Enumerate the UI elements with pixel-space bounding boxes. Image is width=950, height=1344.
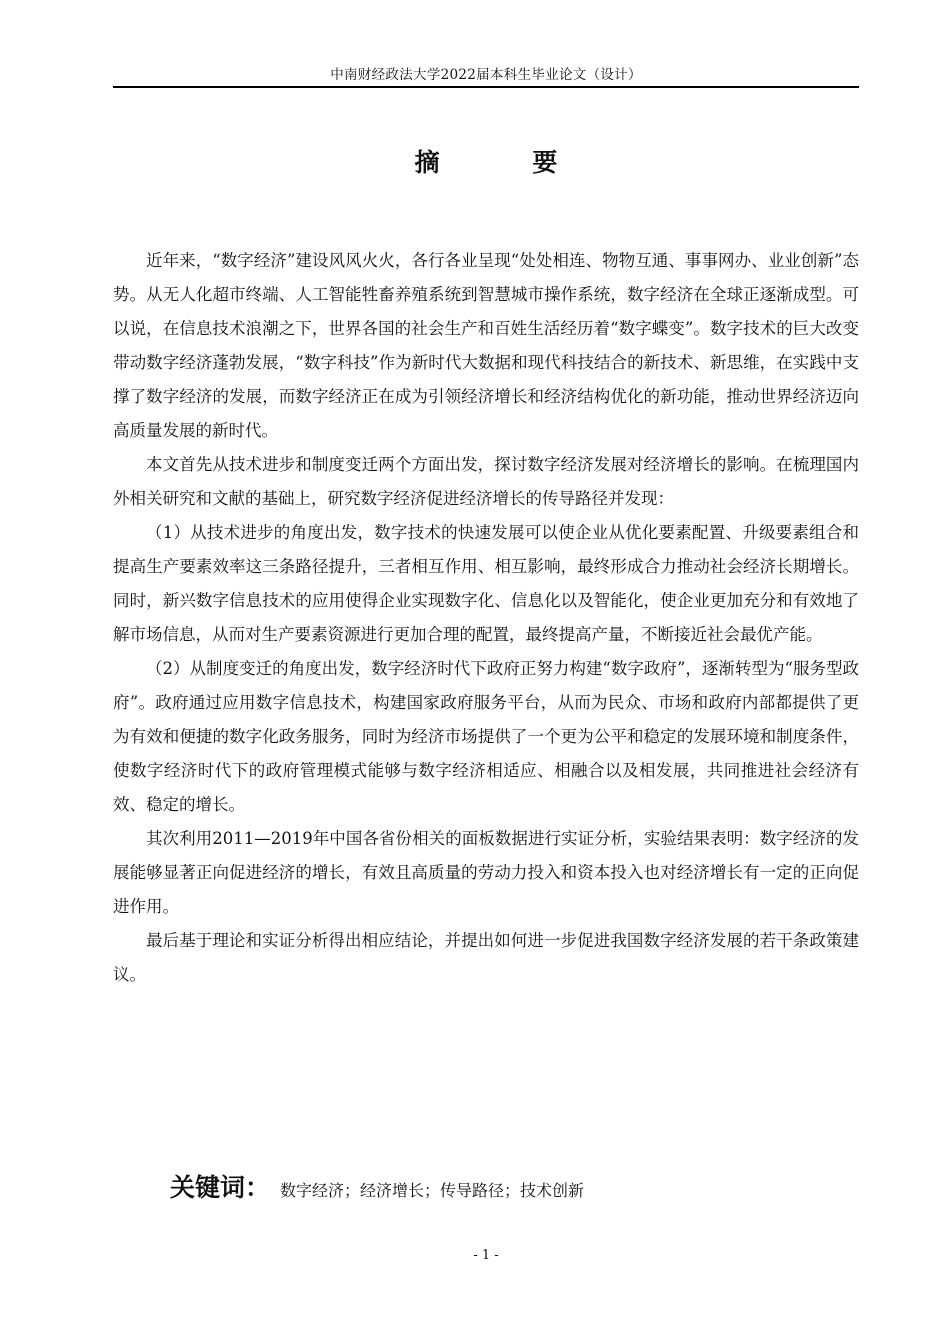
page-number: - 1 - [473, 1248, 499, 1263]
keywords-label: 关键词： [170, 1173, 271, 1202]
paragraph-empirical: 其次利用2011—2019年中国各省份相关的面板数据进行实证分析，实验结果表明：数字经济的发展能够显著正向促进经济的增长，有效且高质量的劳动力投入和资本投入也对经济增长有一定的正向促进作用。 [113, 829, 859, 916]
abstract-body [113, 244, 859, 992]
header-divider [113, 86, 859, 88]
paragraph-point-2: （2）从制度变迁的角度出发，数字经济时代下政府正努力构建“数字政府”，逐渐转型为“服务型政府”。政府通过应用数字信息技术，构建国家政府服务平台，从而为民众、市场和政府内部都提供了更为有效和便捷的数字化政务服务，同时为经济市场提供了一个更为公平和稳定的发展环境和制度条件，使数字经济时代下的政府管理模式能够与数字经济相适应、相融合以及相发展，共同推进社会经济有效、稳定的增长。 [113, 659, 859, 814]
paragraph-overview: 本文首先从技术进步和制度变迁两个方面出发，探讨数字经济发展对经济增长的影响。在梳理国内外相关研究和文献的基础上，研究数字经济促进经济增长的传导路径并发现： [113, 455, 859, 508]
paragraph-intro: 近年来，“数字经济”建设风风火火，各行各业呈现“处处相连、物物互通、事事网办、业业创新”态势。从无人化超市终端、人工智能牲畜养殖系统到智慧城市操作系统，数字经济在全球正逐渐成型。可以说，在信息技术浪潮之下，世界各国的社会生产和百姓生活经历着“数字蝶变”。数字技术的巨大改变带动数字经济蓬勃发展，“数字科技”作为新时代大数据和现代科技结合的新技术、新思维，在实践中支撑了数字经济的发展，而数字经济正在成为引领经济增长和经济结构优化的新功能，推动世界经济迈向高质量发展的新时代。 [113, 251, 859, 440]
paragraph-conclusion: 最后基于理论和实证分析得出相应结论，并提出如何进一步促进我国数字经济发展的若干条政策建议。 [113, 931, 859, 984]
page-header: 中南财经政法大学2022届本科生毕业论文（设计） [330, 67, 642, 83]
paragraph-point-1: （1）从技术进步的角度出发，数字技术的快速发展可以使企业从优化要素配置、升级要素组合和提高生产要素效率这三条路径提升，三者相互作用、相互影响，最终形成合力推动社会经济长期增长。同时，新兴数字信息技术的应用使得企业实现数字化、信息化以及智能化，使企业更加充分和有效地了解市场信息，从而对生产要素资源进行更加合理的配置，最终提高产量，不断接近社会最优产能。 [113, 523, 859, 644]
keywords-text: 数字经济；经济增长；传导路径；技术创新 [280, 1181, 585, 1200]
abstract-title: 摘 要 [414, 148, 600, 177]
keywords-line [170, 1168, 860, 1211]
